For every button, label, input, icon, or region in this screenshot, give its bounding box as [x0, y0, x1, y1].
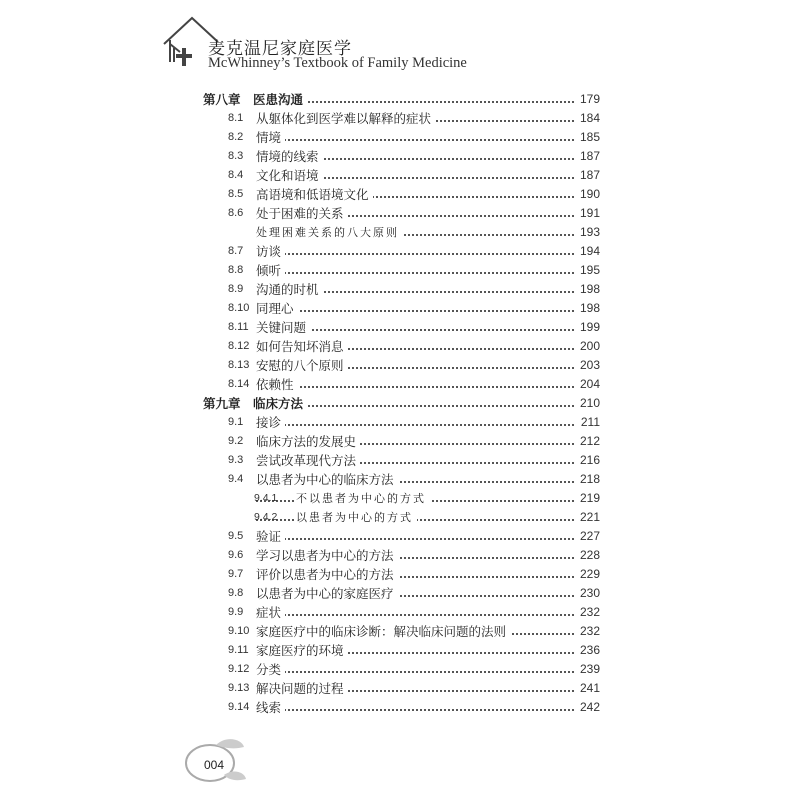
toc-entry: [0, 413, 800, 432]
toc-entry-page: 219: [576, 489, 600, 508]
toc-entry: [0, 223, 800, 242]
toc-entry-title: 第八章 医患沟通: [203, 90, 307, 109]
toc-entry-page: 236: [576, 641, 600, 660]
toc-entry-title: 文化和语境: [256, 166, 323, 185]
page-number: 004: [204, 758, 225, 772]
book-title-english: McWhinney’s Textbook of Family Medicine: [208, 55, 467, 71]
toc-entry: [0, 508, 800, 527]
toc-entry-number: 8.8: [228, 264, 244, 276]
toc-entry-title: 评价以患者为中心的方法: [256, 565, 398, 584]
dot-leader: [256, 538, 574, 540]
toc-entry-title: 尝试改革现代方法: [256, 451, 360, 470]
toc-entry-page: 179: [576, 90, 600, 109]
toc-entry-page: 228: [576, 546, 600, 565]
toc-entry-title: 临床方法的发展史: [256, 432, 360, 451]
toc-entry-title: 沟通的时机: [256, 280, 323, 299]
toc-entry: [0, 470, 800, 489]
toc-entry-title: 高语境和低语境文化: [256, 185, 373, 204]
toc-entry-title: 验证: [256, 527, 285, 546]
toc-entry-number: 9.2: [228, 435, 244, 447]
toc-entry-page: 227: [576, 527, 600, 546]
toc-entry: [0, 166, 800, 185]
toc-entry-number: 9.7: [228, 568, 244, 580]
dot-leader: [256, 386, 574, 388]
toc-entry-title: 处于困难的关系: [256, 204, 348, 223]
toc-entry-title: 以患者为中心的临床方法: [256, 470, 398, 489]
book-header: [160, 14, 467, 71]
toc-entry-number: 9.11: [228, 644, 249, 656]
toc-entry-page: 199: [576, 318, 600, 337]
toc-entry-page: 204: [576, 375, 600, 394]
toc-entry-title: 解决问题的过程: [256, 679, 348, 698]
toc-entry: [0, 318, 800, 337]
toc-entry-number: 8.1: [228, 112, 244, 124]
toc-entry-title: 学习以患者为中心的方法: [256, 546, 398, 565]
toc-entry-page: 203: [576, 356, 600, 375]
dot-leader: [256, 671, 574, 673]
toc-entry: [0, 565, 800, 584]
dot-leader: [256, 253, 574, 255]
toc-entry-number: 9.4: [228, 473, 244, 485]
toc-entry-title: 接诊: [256, 413, 285, 432]
toc-entry-number: 8.2: [228, 131, 244, 143]
toc-entry-title: 如何告知坏消息: [256, 337, 348, 356]
toc-entry-page: 200: [576, 337, 600, 356]
toc-entry: [0, 375, 800, 394]
toc-entry: [0, 641, 800, 660]
toc-entry-number: 8.9: [228, 283, 244, 295]
toc-entry-number: 9.10: [228, 625, 250, 637]
toc-entry-page: 241: [576, 679, 600, 698]
dot-leader: [256, 310, 574, 312]
toc-entry-number: 8.14: [228, 378, 250, 390]
toc-entry: [0, 204, 800, 223]
toc-entry-page: 221: [576, 508, 600, 527]
toc-entry-number: 9.9: [228, 606, 244, 618]
toc-entry: [0, 356, 800, 375]
toc-entry: [0, 432, 800, 451]
toc-entry-page: 230: [576, 584, 600, 603]
toc-entry-number: 9.6: [228, 549, 244, 561]
toc-entry-title: 症状: [256, 603, 285, 622]
toc-entry-number: 9.4.2: [254, 511, 278, 523]
toc-entry-number: 8.5: [228, 188, 244, 200]
toc-entry-page: 194: [576, 242, 600, 261]
toc-entry-title: 第九章 临床方法: [203, 394, 307, 413]
toc-entry-title: 线索: [256, 698, 285, 717]
toc-entry-number: 9.5: [228, 530, 244, 542]
toc-entry-number: 8.7: [228, 245, 244, 257]
toc-entry-page: 185: [576, 128, 600, 147]
toc-entry-page: 191: [576, 204, 600, 223]
toc-entry-page: 229: [576, 565, 600, 584]
toc-entry-page: 198: [576, 280, 600, 299]
toc-entry-number: 9.8: [228, 587, 244, 599]
toc-entry-title: 安慰的八个原则: [256, 356, 348, 375]
toc-entry-number: 8.10: [228, 302, 250, 314]
toc-entry-title: 关键问题: [256, 318, 310, 337]
toc-entry-page: 195: [576, 261, 600, 280]
toc-entry-page: 212: [576, 432, 600, 451]
toc-entry-page: 210: [576, 394, 600, 413]
toc-entry: [0, 679, 800, 698]
dot-leader: [256, 614, 574, 616]
toc-entry-page: 190: [576, 185, 600, 204]
toc-entry-title: 情境的线索: [256, 147, 323, 166]
toc-entry: [0, 622, 800, 641]
toc-entry: [0, 546, 800, 565]
toc-entry-title: 处理困难关系的八大原则: [256, 223, 403, 242]
toc-entry-page: 232: [576, 622, 600, 641]
dot-leader: [256, 709, 574, 711]
toc-entry-number: 8.12: [228, 340, 250, 352]
toc-entry-number: 8.3: [228, 150, 244, 162]
toc-entry: [0, 337, 800, 356]
toc-entry-number: 9.14: [228, 701, 250, 713]
toc-entry-page: 239: [576, 660, 600, 679]
toc-entry-number: 8.4: [228, 169, 244, 181]
toc-entry: [0, 489, 800, 508]
toc-entry-number: 9.3: [228, 454, 244, 466]
toc-entry: [0, 261, 800, 280]
toc-entry-title: 家庭医疗的环境: [256, 641, 348, 660]
toc-entry-title: 从躯体化到医学难以解释的症状: [256, 109, 435, 128]
toc-entry: [0, 603, 800, 622]
toc-entry-number: 9.12: [228, 663, 250, 675]
toc-entry: [0, 109, 800, 128]
toc-chapter-entry: [0, 90, 800, 109]
toc-entry-title: 以患者为中心的方式: [296, 508, 417, 527]
toc-entry-page: 187: [576, 166, 600, 185]
toc-entry-number: 9.13: [228, 682, 250, 694]
dot-leader: [256, 424, 574, 426]
toc-entry-page: 198: [576, 299, 600, 318]
toc-entry-page: 193: [576, 223, 600, 242]
toc-entry-number: 8.13: [228, 359, 250, 371]
toc-entry-number: 9.1: [228, 416, 244, 428]
toc-entry-page: 211: [577, 413, 600, 432]
toc-entry-number: 8.6: [228, 207, 244, 219]
toc-entry-title: 家庭医疗中的临床诊断：解决临床问题的法则: [256, 622, 510, 641]
toc-entry-number: 8.11: [228, 321, 249, 333]
toc-entry: [0, 584, 800, 603]
toc-entry: [0, 527, 800, 546]
dot-leader: [256, 139, 574, 141]
dot-leader: [256, 272, 574, 274]
toc-entry: [0, 451, 800, 470]
toc-entry-title: 依赖性: [256, 375, 298, 394]
toc-entry-page: 232: [576, 603, 600, 622]
toc-entry-page: 187: [576, 147, 600, 166]
toc-entry: [0, 185, 800, 204]
toc-entry-title: 倾听: [256, 261, 285, 280]
toc-entry-title: 分类: [256, 660, 285, 679]
book-title-chinese: 麦克温尼家庭医学: [208, 39, 352, 59]
toc-entry: [0, 280, 800, 299]
toc-entry-title: 不以患者为中心的方式: [296, 489, 430, 508]
toc-entry-page: 184: [576, 109, 600, 128]
toc-entry-number: 9.4.1: [254, 492, 278, 504]
toc-entry-title: 访谈: [256, 242, 285, 261]
toc-entry: [0, 698, 800, 717]
toc-chapter-entry: [0, 394, 800, 413]
toc-entry-page: 216: [576, 451, 600, 470]
toc-entry: [0, 660, 800, 679]
toc-entry-page: 242: [576, 698, 600, 717]
toc-entry-title: 情境: [256, 128, 285, 147]
toc-entry: [0, 299, 800, 318]
toc-entry-title: 以患者为中心的家庭医疗: [256, 584, 398, 603]
toc-entry-title: 同理心: [256, 299, 298, 318]
toc-entry: [0, 242, 800, 261]
toc-entry: [0, 147, 800, 166]
toc-entry-page: 218: [576, 470, 600, 489]
toc-entry: [0, 128, 800, 147]
